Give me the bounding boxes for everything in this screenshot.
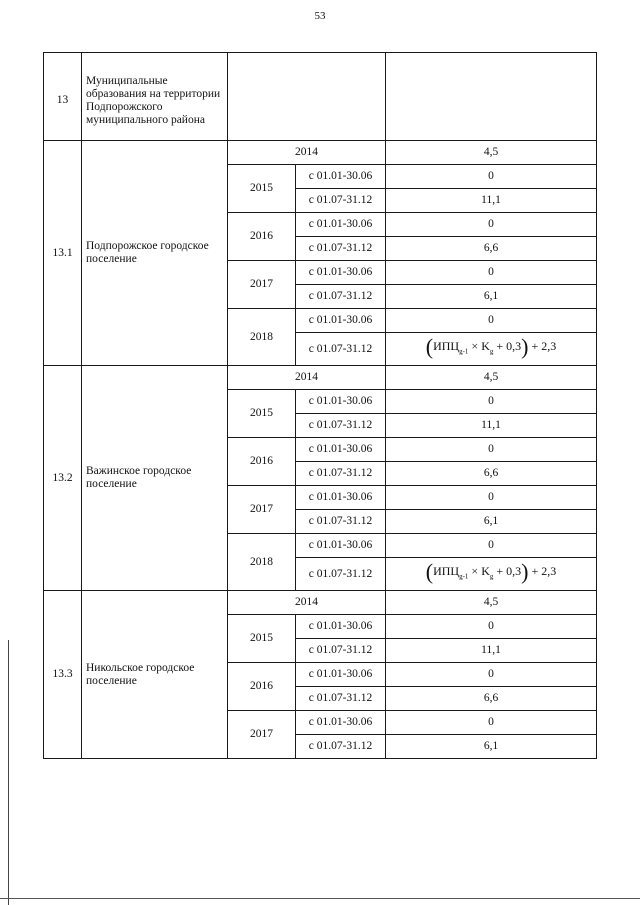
base-value: 4,5 [386,366,597,390]
section-name: Никольское городское поселение [82,591,228,759]
period-cell: с 01.01-30.06 [296,486,386,510]
value-cell: 0 [386,534,597,558]
year-cell: 2017 [228,261,296,309]
section-name: Подпорожское городское поселение [82,141,228,366]
value-cell: 0 [386,615,597,639]
period-cell: с 01.07-31.12 [296,558,386,591]
period-cell: с 01.07-31.12 [296,687,386,711]
value-cell: 0 [386,165,597,189]
row-number: 13 [44,53,82,141]
period-cell: с 01.01-30.06 [296,438,386,462]
base-year: 2014 [228,366,386,390]
period-cell: с 01.07-31.12 [296,510,386,534]
period-cell: с 01.01-30.06 [296,615,386,639]
formula-inner-term: + 0,3 [493,563,522,578]
year-cell: 2018 [228,534,296,591]
period-cell: с 01.01-30.06 [296,390,386,414]
section-number: 13.3 [44,591,82,759]
formula-open-paren: ( [425,558,434,584]
base-value: 4,5 [386,591,597,615]
period-cell: с 01.01-30.06 [296,534,386,558]
scan-edge-left [8,640,9,905]
value-cell: 6,1 [386,285,597,309]
section-base-row [44,591,597,615]
year-cell: 2016 [228,438,296,486]
section-base-row [44,366,597,390]
formula-k: × K [468,563,490,578]
value-cell: 0 [386,213,597,237]
formula-k-subscript: g [489,572,494,581]
formula-ipc: ИПЦ [433,338,460,353]
value-cell: 0 [386,486,597,510]
year-cell: 2016 [228,663,296,711]
empty-cell [386,53,597,141]
year-cell: 2015 [228,165,296,213]
header-row [44,53,597,141]
period-cell: с 01.07-31.12 [296,735,386,759]
period-cell: с 01.01-30.06 [296,261,386,285]
value-cell: 11,1 [386,414,597,438]
period-cell: с 01.01-30.06 [296,165,386,189]
value-cell: 0 [386,261,597,285]
formula-close-paren: ) [521,558,529,584]
row-name: Муниципальные образования на территории Подпорожского муниципального района [82,53,228,141]
value-cell: 6,6 [386,237,597,261]
tariff-table [43,52,597,759]
page-number: 53 [314,10,326,22]
period-cell: с 01.07-31.12 [296,639,386,663]
formula-outer-term: + 2,3 [528,563,557,578]
period-cell: с 01.01-30.06 [296,309,386,333]
year-cell: 2015 [228,615,296,663]
year-cell: 2016 [228,213,296,261]
value-cell: 6,1 [386,510,597,534]
section-base-row [44,141,597,165]
value-cell [386,558,597,591]
base-value: 4,5 [386,141,597,165]
value-cell: 6,6 [386,462,597,486]
section-number: 13.1 [44,141,82,366]
value-cell: 6,1 [386,735,597,759]
section-name: Важинское городское поселение [82,366,228,591]
period-cell: с 01.07-31.12 [296,285,386,309]
scan-edge-bottom [0,898,640,899]
empty-cell [228,53,386,141]
formula-outer-term: + 2,3 [528,338,557,353]
formula-ipc-subscript: g-1 [459,572,469,581]
value-cell: 0 [386,438,597,462]
formula-k-subscript: g [489,347,494,356]
year-cell: 2018 [228,309,296,366]
formula-inner-term: + 0,3 [493,338,522,353]
value-cell: 11,1 [386,189,597,213]
period-cell: с 01.07-31.12 [296,237,386,261]
period-cell: с 01.01-30.06 [296,213,386,237]
year-cell: 2017 [228,711,296,759]
period-cell: с 01.01-30.06 [296,711,386,735]
value-cell: 0 [386,309,597,333]
value-cell: 0 [386,711,597,735]
period-cell: с 01.07-31.12 [296,414,386,438]
period-cell: с 01.07-31.12 [296,462,386,486]
formula-open-paren: ( [425,333,434,359]
value-cell: 0 [386,390,597,414]
base-year: 2014 [228,591,386,615]
period-cell: с 01.07-31.12 [296,333,386,366]
value-cell [386,333,597,366]
value-cell: 0 [386,663,597,687]
year-cell: 2015 [228,390,296,438]
period-cell: с 01.07-31.12 [296,189,386,213]
tariff-formula [425,558,557,584]
year-cell: 2017 [228,486,296,534]
base-year: 2014 [228,141,386,165]
value-cell: 6,6 [386,687,597,711]
period-cell: с 01.01-30.06 [296,663,386,687]
tariff-formula [425,333,557,359]
value-cell: 11,1 [386,639,597,663]
section-number: 13.2 [44,366,82,591]
formula-close-paren: ) [521,333,529,359]
formula-k: × K [468,338,490,353]
formula-ipc-subscript: g-1 [459,347,469,356]
formula-ipc: ИПЦ [433,563,460,578]
